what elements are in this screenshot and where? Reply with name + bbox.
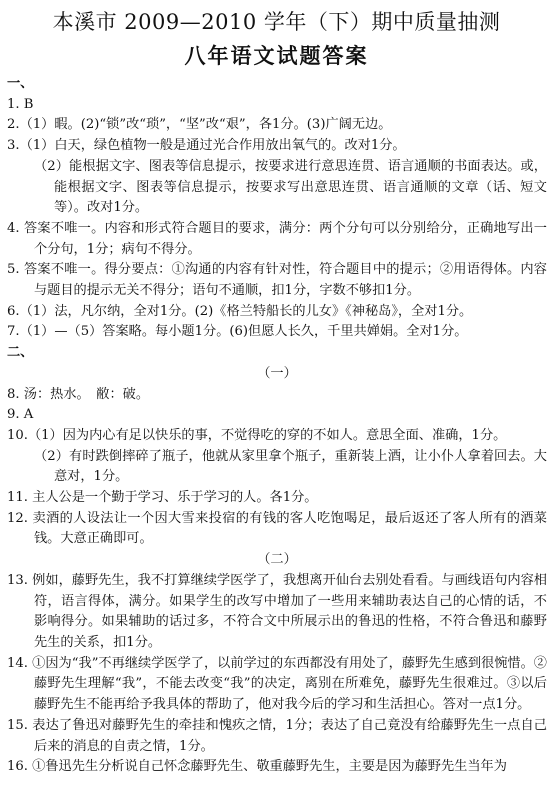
subsection-heading-2: （二） xyxy=(257,552,297,568)
answer-item-10-part-2: （2）有时跌倒摔碎了瓶子，他就从家里拿个瓶子，重新装上酒，让小仆人拿着回去。大意对，1分。 xyxy=(34,448,547,485)
answer-item-11: 11. 主人公是一个勤于学习、乐于学习的人。各1分。 xyxy=(7,490,318,506)
answer-item-14: 14. ①因为“我”不再继续学医学了，以前学过的东西都没有用处了，藤野先生感到很惋惜。②藤野先生理解“我”，不能去改变“我”的决定，离别在所难免，藤野先生很难过。③以后藤野先生不能再给予我具体的帮助了，他对我今后的学习和生活担心。答对一点1分。 xyxy=(7,655,547,713)
answer-item-15: 15. 表达了鲁迅对藤野先生的牵挂和愧疚之情，1分；表达了自己竟没有给藤野先生一点自己后来的消息的自责之情，1分。 xyxy=(7,717,547,754)
section-heading-one: 一、 xyxy=(7,76,34,91)
subsection-heading-1: （一） xyxy=(257,365,297,381)
answer-key-title: 八年语文试题答案 xyxy=(184,44,369,68)
answer-content xyxy=(7,74,547,778)
exam-title: 本溪市 2009—2010 学年（下）期中质量抽测 xyxy=(52,10,501,34)
answer-item-1: 1. B xyxy=(7,96,34,112)
answer-item-9: 9. A xyxy=(7,407,34,423)
answer-item-3: 3.（1）白天，绿色植物一般是通过光合作用放出氧气的。改对1分。 xyxy=(7,138,406,154)
answer-item-7: 7.（1）—（5）答案略。每小题1分。(6)但愿人长久，千里共婵娟。全对1分。 xyxy=(7,324,468,340)
answer-item-8: 8. 汤：热水。 敝：破。 xyxy=(7,386,150,402)
answer-item-10: 10.（1）因为内心有足以快乐的事，不觉得吃的穿的不如人。意思全面、准确，1分。 xyxy=(7,427,507,443)
answer-item-12: 12. 卖酒的人设法让一个因大雪来投宿的有钱的客人吃饱喝足，最后返还了客人所有的酒菜钱。大意正确即可。 xyxy=(7,510,547,547)
answer-item-16: 16. ①鲁迅先生分析说自己怀念藤野先生、敬重藤野先生，主要是因为藤野先生当年为 xyxy=(7,759,507,775)
answer-item-2: 2.（1）暇。(2)“锁”改“琐”，“坚”改“艰”，各1分。(3)广阔无边。 xyxy=(7,117,392,133)
answer-item-4: 4. 答案不唯一。内容和形式符合题目的要求，满分：两个分句可以分别给分，正确地写出一个分句，1分；病句不得分。 xyxy=(7,220,547,257)
answer-item-13: 13. 例如，藤野先生，我不打算继续学医学了，我想离开仙台去别处看看。与画线语句内容相符，语言得体，满分。如果学生的改写中增加了一些用来辅助表达自己的心情的话，不影响得分。如果辅助的话过多，不符合文中所展示出的鲁迅的性格，不符合鲁迅和藤野先生的关系，扣1分。 xyxy=(7,572,547,650)
answer-item-6: 6.（1）法，凡尔纳，全对1分。(2)《格兰特船长的儿女》《神秘岛》，全对1分。 xyxy=(7,303,473,319)
answer-item-5: 5. 答案不唯一。得分要点：①沟通的内容有针对性，符合题目中的提示；②用语得体。内容与题目的提示无关不得分；语句不通顺，扣1分，字数不够扣1分。 xyxy=(7,262,547,299)
answer-item-3-part-2: （2）能根据文字、图表等信息提示，按要求进行意思连贯、语言通顺的书面表达。或，能根据文字、图表等信息提示，按要求写出意思连贯、语言通顺的文章（话、短文等）。改对1分。 xyxy=(34,158,547,216)
section-heading-two: 二、 xyxy=(7,345,34,361)
